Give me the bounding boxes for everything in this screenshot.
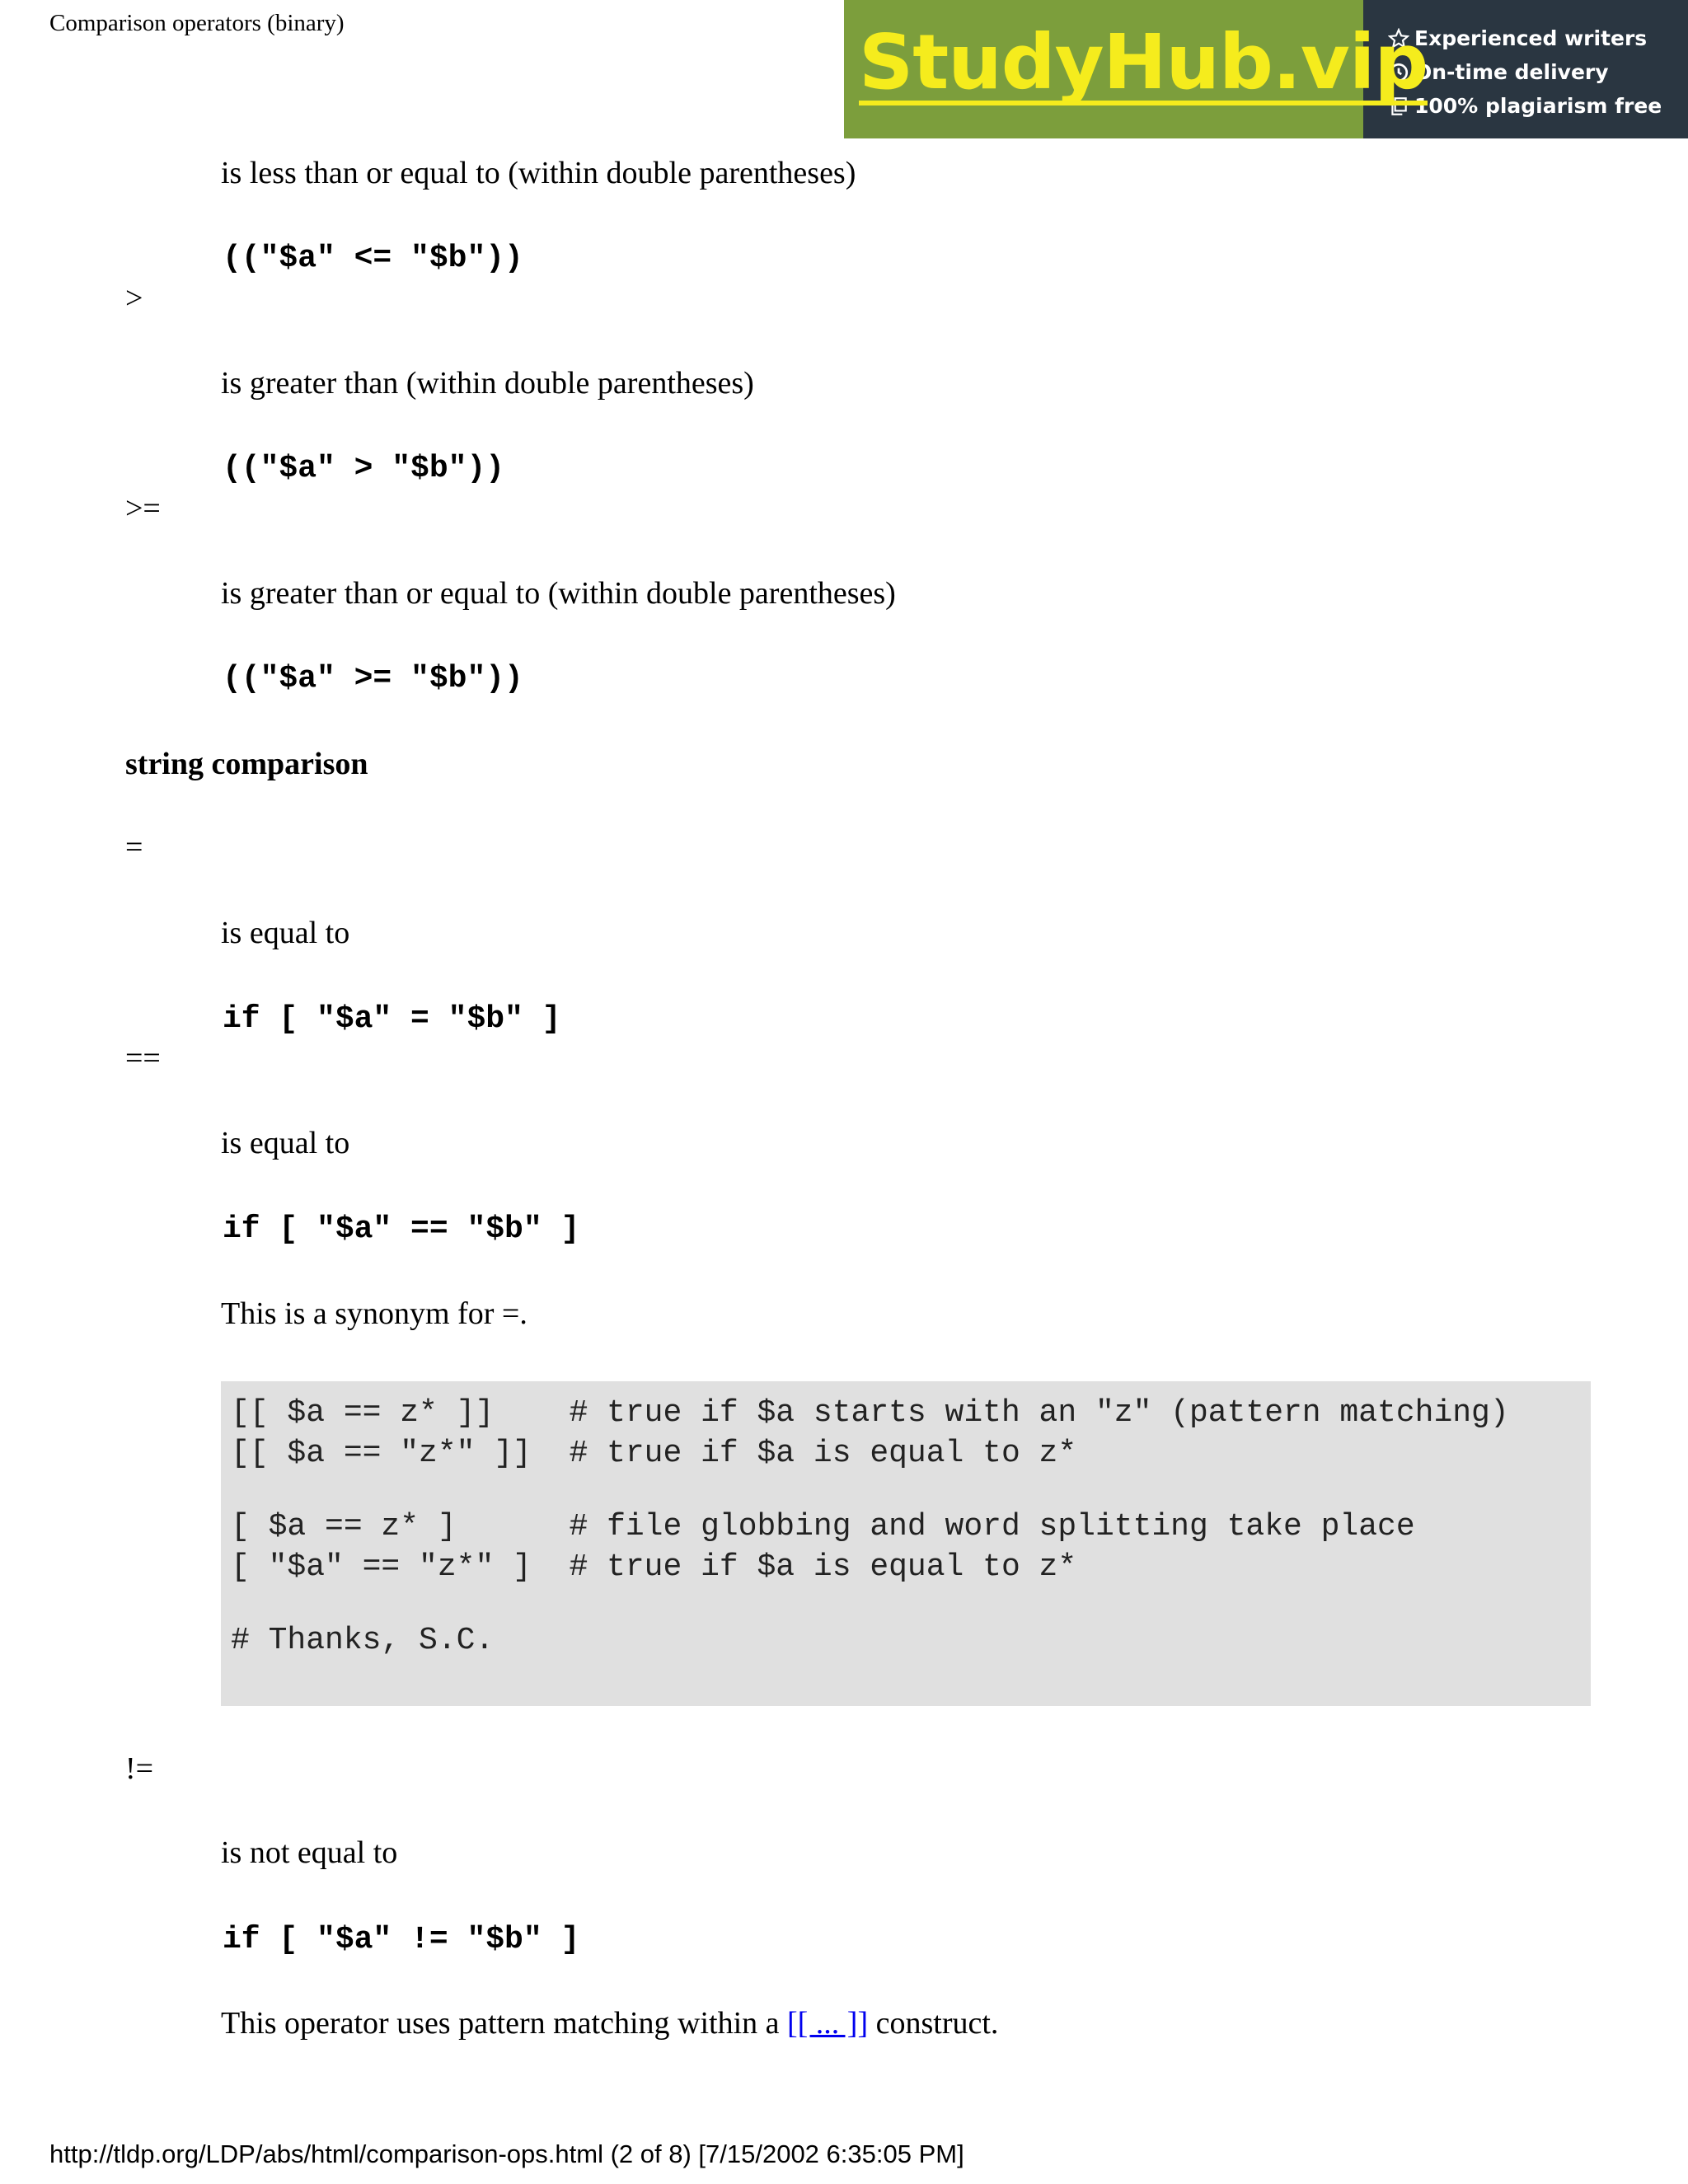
ge-description: is greater than or equal to (within double parentheses) [221,576,896,611]
banner-feature-label: Experienced writers [1414,26,1648,50]
ne-code: if [ "$a" != "$b" ] [223,1922,580,1957]
banner-feature-label: 100% plagiarism free [1414,94,1662,118]
code-line-blank [231,1474,1581,1507]
eq-symbol: = [125,830,143,865]
banner-feature-plagiarism [1388,89,1688,123]
ge-code: (("$a" >= "$b")) [223,661,523,696]
gt-code: (("$a" > "$b")) [223,451,505,486]
code-line-blank [231,1587,1581,1620]
le-description: is less than or equal to (within double parentheses) [221,156,856,190]
eqeq-description: is equal to [221,1126,350,1160]
code-line: # Thanks, S.C. [231,1623,495,1658]
banner-logo: StudyHub.vip [859,18,1428,106]
banner-feature-label: On-time delivery [1414,60,1609,84]
code-line: [ $a == z* ] # file globbing and word splitting take place [231,1509,1415,1544]
code-line: [[ $a == z* ]] # true if $a starts with an "z" (pattern matching) [231,1395,1509,1431]
code-block [221,1381,1591,1706]
gt-symbol: > [125,281,143,316]
ne-note [221,2005,998,2041]
double-bracket-link[interactable]: [[ ... ]] [787,2006,869,2041]
page-footer: http://tldp.org/LDP/abs/html/comparison-ops.html (2 of 8) [7/15/2002 6:35:05 PM] [49,2139,964,2168]
le-code: (("$a" <= "$b")) [223,241,523,276]
gt-description: is greater than (within double parentheses) [221,366,754,401]
studyhub-banner[interactable] [844,0,1688,138]
ne-symbol: != [125,1751,154,1786]
ge-symbol: >= [125,491,161,526]
eqeq-symbol: == [125,1041,161,1076]
eq-code: if [ "$a" = "$b" ] [223,1001,561,1037]
eq-description: is equal to [221,916,350,950]
banner-feature-delivery [1388,55,1688,89]
ne-description: is not equal to [221,1835,398,1870]
code-line: [ "$a" == "z*" ] # true if $a is equal to z* [231,1549,1077,1585]
code-line: [[ $a == "z*" ]] # true if $a is equal to z* [231,1436,1077,1471]
banner-logo-area [844,0,1428,138]
section-title: string comparison [125,747,368,781]
eqeq-code: if [ "$a" == "$b" ] [223,1212,580,1247]
page-header: Comparison operators (binary) [49,10,345,36]
ne-note-text: construct. [868,2006,999,2041]
ne-note-text: This operator uses pattern matching within a [221,2006,787,2041]
banner-feature-writers [1388,21,1688,55]
eqeq-note: This is a synonym for =. [221,1296,528,1331]
